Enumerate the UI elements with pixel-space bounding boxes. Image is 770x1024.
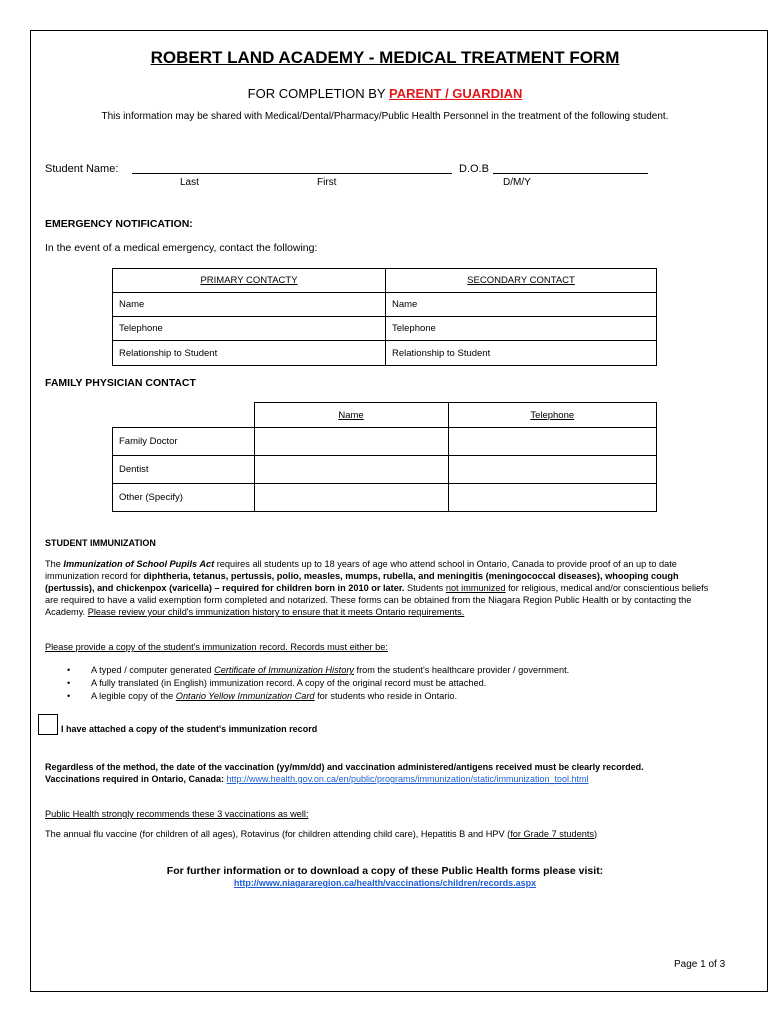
immunization-heading: STUDENT IMMUNIZATION — [45, 538, 156, 548]
annual-vaccines-note: The annual flu vaccine (for children of all ages), Rotavirus (for children attending child care), Hepatitis B and HPV (for Grade 7 students) — [45, 829, 598, 839]
dentist-telephone-cell[interactable] — [448, 456, 657, 484]
family-doctor-label: Family Doctor — [113, 428, 255, 456]
copy-request: Please provide a copy of the student's immunization record. Records must either be: — [45, 642, 388, 652]
other-telephone-cell[interactable] — [448, 484, 657, 512]
student-name-label: Student Name: — [45, 163, 119, 175]
immunization-paragraph: The Immunization of School Pupils Act requires all students up to 18 years of age who attend school in Ontario, Canada to provide proof of an up to date immunization record for diphtheria, tetanus, pertussis, polio, measles, mumps, rubella, and meningitis (meningococcal diseases), whooping cough (pertussis), and chickenpox (varicella) – required for children born in 2010 or later. Students not immunized for religious, medical and/or conscientious beliefs are required to have a valid exemption form completed and notarized. These forms can be obtained from the Niagara Region Public Health or by contacting the Academy. Please review your child's immunization history to ensure that it meets Ontario requirements. — [45, 559, 709, 617]
secondary-contact-header: SECONDARY CONTACT — [386, 269, 657, 293]
page-number: Page 1 of 3 — [674, 959, 726, 970]
regardless-note: Regardless of the method, the date of the vaccination (yy/mm/dd) and vaccination administered/antigens received must be clearly recorded. — [45, 762, 644, 772]
public-health-forms-line — [0, 878, 770, 888]
required-vaccinations-link[interactable]: http://www.health.gov.on.ca/en/public/programs/immunization/static/immunization_tool.html — [226, 774, 589, 784]
record-options-list — [45, 664, 721, 703]
record-option-translated: • A fully translated (in English) immunization record. A copy of the original record must be attached. — [45, 677, 721, 690]
act-name: Immunization of School Pupils Act — [63, 559, 215, 569]
emergency-instruction: In the event of a medical emergency, contact the following: — [45, 242, 318, 254]
primary-relationship-cell[interactable]: Relationship to Student — [113, 341, 386, 366]
physician-corner-cell — [113, 403, 255, 428]
emergency-heading: EMERGENCY NOTIFICATION: — [45, 218, 193, 230]
other-name-cell[interactable] — [254, 484, 448, 512]
subtitle-prefix: FOR COMPLETION BY — [247, 86, 389, 101]
dob-label: D.O.B — [459, 163, 489, 175]
dentist-name-cell[interactable] — [254, 456, 448, 484]
physician-contacts-table — [112, 402, 657, 512]
family-doctor-name-cell[interactable] — [254, 428, 448, 456]
parent-guardian-highlight: PARENT / GUARDIAN — [388, 86, 523, 101]
student-name-field[interactable] — [132, 173, 452, 174]
primary-name-cell[interactable]: Name — [113, 293, 386, 317]
physician-heading: FAMILY PHYSICIAN CONTACT — [45, 377, 196, 389]
immunization-attached-label: I have attached a copy of the student's immunization record — [61, 724, 318, 734]
required-diseases: diphtheria, tetanus, pertussis, polio, measles, mumps, rubella, and meningitis (meningococcal diseases), whooping cough (pertussis), and chickenpox (varicella) – required for children born in 2010 or later. — [45, 571, 679, 593]
secondary-relationship-cell[interactable]: Relationship to Student — [386, 341, 657, 366]
record-option-certificate: • A typed / computer generated Certificate of Immunization History from the student's healthcare provider / government. — [45, 664, 721, 677]
public-health-forms-link[interactable]: http://www.niagararegion.ca/health/vaccinations/children/records.aspx — [233, 878, 537, 888]
primary-contact-header: PRIMARY CONTACTY — [113, 269, 386, 293]
immunization-attached-checkbox[interactable] — [38, 714, 58, 735]
other-label: Other (Specify) — [113, 484, 255, 512]
required-vaccinations-line: Vaccinations required in Ontario, Canada: http://www.health.gov.on.ca/en/public/programs/immunization/static/immunization_tool.html — [45, 774, 589, 784]
dentist-label: Dentist — [113, 456, 255, 484]
primary-telephone-cell[interactable]: Telephone — [113, 317, 386, 341]
form-subtitle — [0, 86, 770, 101]
first-name-label: First — [317, 177, 337, 188]
further-info-text: For further information or to download a copy of these Public Health forms please visit: — [166, 865, 604, 877]
secondary-name-cell[interactable]: Name — [386, 293, 657, 317]
record-option-yellow-card: • A legible copy of the Ontario Yellow Immunization Card for students who reside in Ontario. — [45, 690, 721, 703]
dob-format-label: D/M/Y — [503, 177, 531, 188]
family-doctor-telephone-cell[interactable] — [448, 428, 657, 456]
review-history-note: Please review your child's immunization history to ensure that it meets Ontario requirements. — [87, 607, 465, 617]
dob-field[interactable] — [493, 173, 648, 174]
emergency-contacts-table — [112, 268, 657, 366]
intro-text: This information may be shared with Medical/Dental/Pharmacy/Public Health Personnel in the treatment of the following student. — [101, 111, 669, 122]
physician-name-header: Name — [254, 403, 448, 428]
secondary-telephone-cell[interactable]: Telephone — [386, 317, 657, 341]
physician-telephone-header: Telephone — [448, 403, 657, 428]
last-name-label: Last — [180, 177, 199, 188]
recommends-note: Public Health strongly recommends these 3 vaccinations as well: — [45, 809, 309, 819]
form-title: ROBERT LAND ACADEMY - MEDICAL TREATMENT FORM — [150, 48, 620, 67]
